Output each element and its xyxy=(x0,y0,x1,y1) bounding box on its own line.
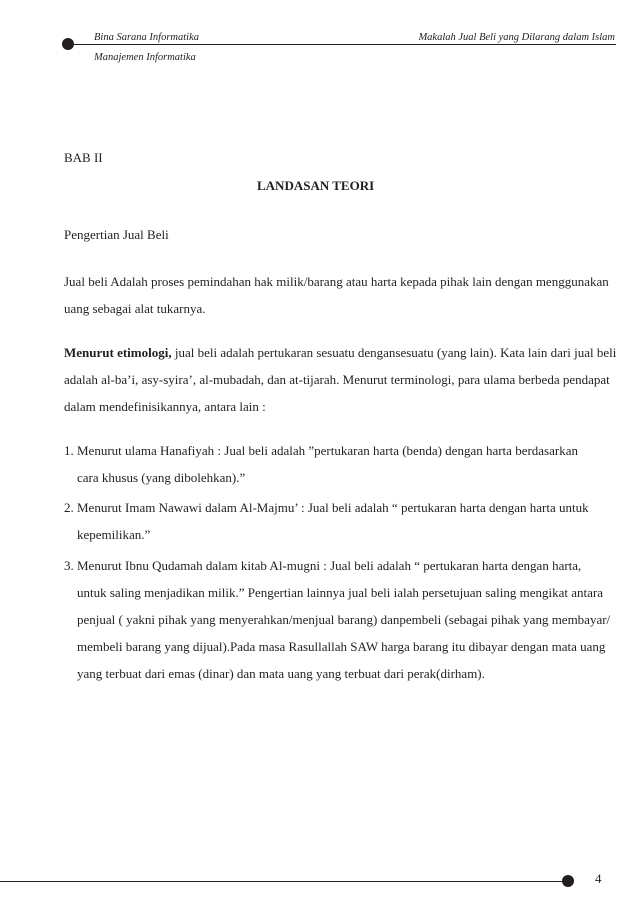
paragraph-1-line-2: uang sebagai alat tukarnya. xyxy=(64,301,206,316)
header-bullet-dot xyxy=(62,38,74,50)
list-item-1-line-1: 1. Menurut ulama Hanafiyah : Jual beli adalah ”pertukaran harta (benda) dengan harta berdasarkan xyxy=(64,443,578,458)
list-item-3-line-1: 3. Menurut Ibnu Qudamah dalam kitab Al-mugni : Jual beli adalah “ pertukaran harta dengan harta, xyxy=(64,558,582,573)
paragraph-2-line-3: dalam mendefinisikannya, antara lain : xyxy=(64,399,266,414)
list-item-1-line-2: cara khusus (yang dibolehkan).” xyxy=(77,470,246,485)
paragraph-2-line-1-rest: jual beli adalah pertukaran sesuatu dengansesuatu (yang lain). Kata lain dari jual beli xyxy=(171,345,617,360)
list-item-3-line-4: membeli barang yang dijual).Pada masa Rasullallah SAW harga barang itu dibayar dengan mata uang xyxy=(77,639,606,654)
chapter-label: BAB II xyxy=(64,150,103,165)
header-institution: Bina Sarana Informatika xyxy=(94,32,199,43)
header-document-title: Makalah Jual Beli yang Dilarang dalam Islam xyxy=(418,32,615,43)
header-department: Manajemen Informatika xyxy=(94,52,196,63)
footer-bullet-dot xyxy=(562,875,574,887)
page-number: 4 xyxy=(595,871,602,886)
list-item-3-line-3: penjual ( yakni pihak yang menyerahkan/menjual barang) danpembeli (sebagai pihak yang membayar/ xyxy=(77,612,611,627)
list-item-2-line-1: 2. Menurut Imam Nawawi dalam Al-Majmu’ : Jual beli adalah “ pertukaran harta dengan harta untuk xyxy=(64,500,589,515)
paragraph-2-line-1 xyxy=(64,339,616,366)
etymology-bold-lead: Menurut etimologi, xyxy=(64,345,172,360)
list-item-2-line-2: kepemilikan.” xyxy=(77,527,151,542)
list-item-3-line-5: yang terbuat dari emas (dinar) dan mata uang yang terbuat dari perak(dirham). xyxy=(77,666,485,681)
header-rule xyxy=(64,44,616,45)
paragraph-2-line-2: adalah al-ba’i, asy-syira’, al-mubadah, dan at-tijarah. Menurut terminologi, para ulama berbeda pendapat xyxy=(64,372,610,387)
section-heading: Pengertian Jual Beli xyxy=(64,227,169,242)
list-item-3-line-2: untuk saling menjadikan milik.” Pengertian lainnya jual beli ialah persetujuan saling mengikat antara xyxy=(77,585,603,600)
paragraph-1-line-1: Jual beli Adalah proses pemindahan hak milik/barang atau harta kepada pihak lain dengan menggunakan xyxy=(64,274,609,289)
chapter-title: LANDASAN TEORI xyxy=(257,178,375,193)
footer-rule xyxy=(0,881,572,882)
